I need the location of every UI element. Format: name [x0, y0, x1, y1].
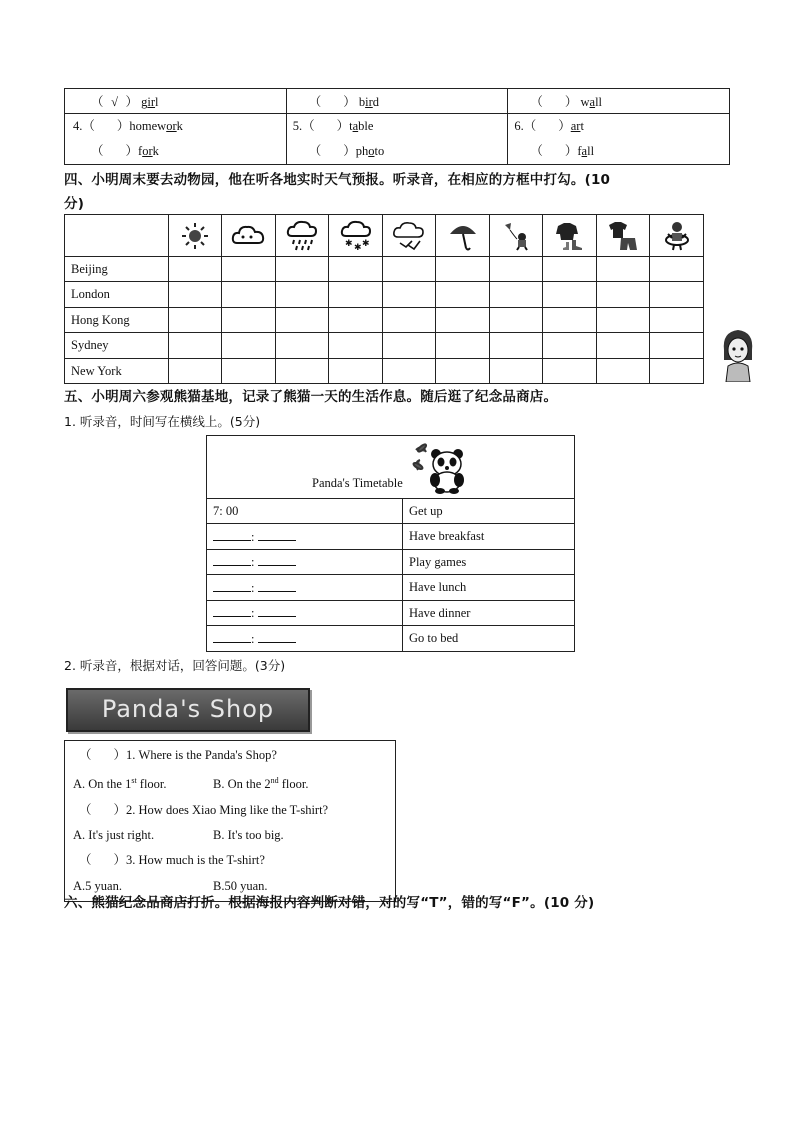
listening-questions [64, 740, 396, 902]
activity-cell: Go to bed [403, 626, 575, 652]
panda-timetable [206, 435, 575, 652]
check-cell[interactable] [489, 333, 542, 359]
check-cell[interactable] [275, 359, 329, 384]
swimmer-icon [650, 215, 704, 257]
check-cell[interactable] [489, 257, 542, 282]
phonics-table [64, 88, 730, 165]
options-row: A.5 yuan. B.50 yuan. [73, 878, 268, 893]
city-label: Beijing [65, 257, 169, 282]
check-cell[interactable] [168, 282, 221, 308]
question-row: （ ）3. How much is the T-shirt? [79, 853, 265, 868]
shop-sign [66, 688, 310, 732]
check-cell[interactable] [650, 308, 704, 333]
check-cell[interactable] [596, 282, 650, 308]
check-cell[interactable] [436, 282, 489, 308]
check-cell[interactable] [436, 308, 489, 333]
city-label: New York [65, 359, 169, 384]
check-cell[interactable] [382, 257, 436, 282]
cloudy-icon [222, 215, 276, 257]
timetable-header [207, 436, 575, 499]
check-cell[interactable] [168, 257, 221, 282]
check-cell[interactable] [489, 359, 542, 384]
check-cell[interactable] [222, 333, 276, 359]
check-cell[interactable] [382, 282, 436, 308]
time-blank[interactable]: : [207, 575, 403, 601]
check-cell[interactable] [543, 308, 597, 333]
question-2-prompt: 2. 听录音，根据对话，回答问题。(3分) [64, 658, 286, 673]
check-cell[interactable] [168, 333, 221, 359]
section6-heading: 六、熊猫纪念品商店打折。根据海报内容判断对错，对的写“T”，错的写“F”。(10 分) [64, 895, 595, 911]
check-cell[interactable] [329, 257, 383, 282]
check-cell[interactable] [382, 308, 436, 333]
time-blank[interactable]: : [207, 524, 403, 550]
phonics-cell: （ ） bird [286, 89, 508, 114]
shirt-shorts-icon [596, 215, 650, 257]
umbrella-icon [436, 215, 489, 257]
kite-icon [489, 215, 542, 257]
time-blank[interactable]: : [207, 626, 403, 652]
check-cell[interactable] [436, 359, 489, 384]
phonics-cell: 5.（ ）table （ ）photo [286, 114, 508, 165]
svg-text:✱: ✱ [361, 238, 370, 249]
phonics-cell: （ √ ） girl [65, 89, 287, 114]
shop-sign-text: Panda's Shop [101, 695, 275, 723]
check-cell[interactable] [275, 333, 329, 359]
questions-box [65, 741, 396, 902]
check-cell[interactable] [329, 282, 383, 308]
check-cell[interactable] [543, 257, 597, 282]
check-cell[interactable] [543, 282, 597, 308]
corner-cell [65, 215, 169, 257]
check-cell[interactable] [436, 257, 489, 282]
activity-cell: Have breakfast [403, 524, 575, 550]
time-blank[interactable]: : [207, 550, 403, 575]
rain-icon [275, 215, 329, 257]
check-cell[interactable] [543, 333, 597, 359]
check-cell[interactable] [329, 359, 383, 384]
activity-cell: Have dinner [403, 601, 575, 626]
check-cell[interactable] [329, 333, 383, 359]
check-cell[interactable] [222, 282, 276, 308]
check-cell[interactable] [596, 308, 650, 333]
check-cell[interactable] [650, 282, 704, 308]
check-cell[interactable] [275, 282, 329, 308]
panda-icon [412, 440, 470, 494]
check-cell[interactable] [275, 257, 329, 282]
check-cell[interactable] [596, 257, 650, 282]
check-cell[interactable] [222, 308, 276, 333]
options-row: A. On the 1st floor. B. On the 2nd floor. [73, 776, 309, 792]
check-cell[interactable] [382, 359, 436, 384]
weather-table [64, 214, 704, 384]
options-row: A. It's just right. B. It's too big. [73, 828, 284, 843]
question-1-prompt: 1. 听录音，时间写在横线上。(5分) [64, 414, 261, 429]
question-row: （ ）2. How does Xiao Ming like the T-shirt? [79, 802, 329, 817]
city-label: Hong Kong [65, 308, 169, 333]
check-cell[interactable] [489, 282, 542, 308]
check-cell[interactable] [168, 359, 221, 384]
city-label: Sydney [65, 333, 169, 359]
time-blank[interactable]: : [207, 601, 403, 626]
time-cell: 7: 00 [207, 499, 403, 524]
svg-text:✱: ✱ [353, 242, 362, 252]
activity-cell: Have lunch [403, 575, 575, 601]
check-cell[interactable] [650, 333, 704, 359]
check-cell[interactable] [543, 359, 597, 384]
timetable-title: Panda's Timetable [312, 476, 403, 490]
girl-portrait-icon [718, 326, 758, 382]
sweater-boots-icon [543, 215, 597, 257]
section5-heading: 五、小明周六参观熊猫基地，记录了熊猫一天的生活作息。随后逛了纪念品商店。 [64, 389, 558, 405]
check-cell[interactable] [168, 308, 221, 333]
activity-cell: Get up [403, 499, 575, 524]
answer-mark: √ [111, 95, 118, 109]
check-cell[interactable] [596, 359, 650, 384]
check-cell[interactable] [382, 333, 436, 359]
snow-icon [329, 215, 383, 257]
check-cell[interactable] [650, 359, 704, 384]
sun-icon [168, 215, 221, 257]
phonics-cell: （ ） wall [508, 89, 730, 114]
city-label: London [65, 282, 169, 308]
section4-heading: 四、小明周末要去动物园，他在听各地实时天气预报。听录音，在相应的方框中打勾。(10 分) [64, 172, 611, 212]
check-cell[interactable] [650, 257, 704, 282]
phonics-cell: 4.（ ）homework （ ）fork [65, 114, 287, 165]
check-cell[interactable] [275, 308, 329, 333]
check-cell[interactable] [489, 308, 542, 333]
check-cell[interactable] [436, 333, 489, 359]
windy-cloud-icon [382, 215, 436, 257]
question-row: （ ）1. Where is the Panda's Shop? [79, 748, 277, 762]
check-cell[interactable] [222, 257, 276, 282]
check-cell[interactable] [329, 308, 383, 333]
activity-cell: Play games [403, 550, 575, 575]
svg-text:✱: ✱ [344, 238, 353, 249]
check-cell[interactable] [596, 333, 650, 359]
check-cell[interactable] [222, 359, 276, 384]
phonics-cell: 6.（ ）art （ ）fall [508, 114, 730, 165]
